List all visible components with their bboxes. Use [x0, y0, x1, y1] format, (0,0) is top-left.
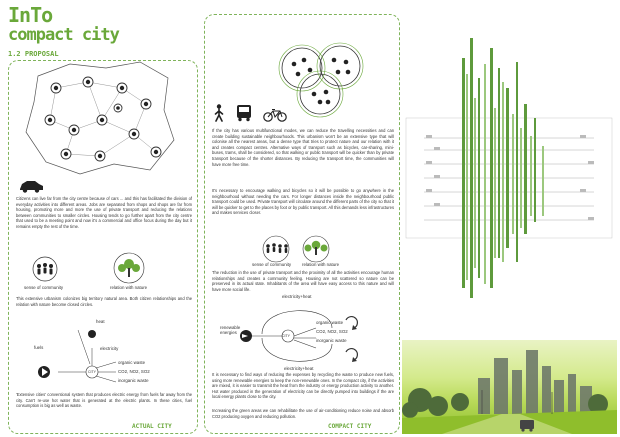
bicycle-icon	[262, 108, 288, 122]
actual-city-intro-text: Citizens can live far from the city centre because of cars ... and this has facilitated the division of everyday activities into different areas. Jobs are separated from shops and shops are far from housing, promoting more and more the use of private transport and reducing the relations between communities to smaller circles. Housing tends to go further apart from the city centre that used to be a meeting point and now it's a commercial and office focus during the day but it remains empty the rest of the time.	[16, 196, 192, 229]
label-fuels: fuels	[34, 345, 44, 350]
car-icon	[18, 180, 44, 193]
actual-city-bottom-text: 'Extensive cities' conventional system that produces electric energy from fuels far away from the city. Can't re-use hot water that is generated at the electric plants. In these cities, fuel consumption is big as well as waste.	[16, 392, 192, 408]
nature-tree-icon	[112, 252, 146, 284]
label-city-2: CITY	[282, 334, 290, 338]
label-gases: CO2, NO2, SO2	[118, 369, 150, 374]
label-organic-waste: organic waste	[118, 360, 146, 365]
compact-city-diagram	[268, 38, 378, 118]
label-sense-of-community: sense of community	[24, 285, 64, 290]
compact-city-energy-diagram	[222, 298, 382, 374]
activity-bar-diagram	[404, 18, 616, 318]
compact-city-community-text: The reduction in the use of private transport and the proximity of all the activities encourage human relationships and creates a community feeling. Housing are not scattered so nature can be preserved in its actual state. Inhabitants of the area will have easy access to this nature and will have more social life.	[212, 270, 394, 292]
label-electricity-heat: electricity+heat	[282, 294, 312, 299]
label-relation-with-nature-2: relation with nature	[302, 262, 340, 267]
label-inorganic-waste: inorganic waste	[118, 378, 149, 383]
label-gases-2: CO2, NO2, SO2	[316, 329, 348, 334]
walking-person-icon	[214, 104, 224, 122]
label-city: CITY	[88, 370, 96, 374]
label-inorganic-waste-2: inorganic waste	[316, 338, 347, 343]
compact-city-top-text: If the city has various multifunctional modes, we can reduce the travelling necessities and can create building sustainable neighbourhoods. This urbanism won't be an extensive type that will colonise all the nearest areas, but a dense type that tries to protect nature and our relation with it and creates compact centres. Alternative ways of transport such as bicycles, car-sharing, mini-buses, trams, shall be considered, so that walking or public transport will be quicker than by private transport because of the shorter distances. By reducing the transport time, the communities will have more free time.	[212, 128, 394, 167]
bus-icon	[236, 104, 252, 122]
section-label: 1.2 PROPOSAL	[8, 50, 59, 58]
title-sub: compact city	[8, 25, 119, 45]
label-renewable-energies: renewable energies	[220, 325, 241, 335]
compact-city-rendering	[402, 340, 617, 434]
actual-city-mid-text: This extensive urbanism colonizes big territory natural area. Both citizen relationships and the relation with nature become closed circles.	[16, 296, 192, 307]
label-relation-with-nature: relation with nature	[110, 285, 148, 290]
compact-city-footer: COMPACT CITY	[328, 423, 372, 430]
label-heat: heat	[96, 319, 105, 324]
extensive-city-diagram	[18, 58, 178, 178]
label-sense-of-community-2: sense of community	[252, 262, 292, 267]
compact-city-mid-text: It's necessary to encourage walking and bicycles so it will be possible to go anywhere in the neighbourhood without needing the cars. For longer distances inside the neighbourhood public transport could be used. Private transport will circulate around the different parts of the city so that it will be quicker to get to the places by foot or by public transport. All this demands less infrastructures and makes services closer.	[212, 188, 394, 216]
label-electricity: electricity	[100, 346, 119, 351]
community-people-icon	[30, 256, 60, 282]
label-organic-waste-2: organic waste	[316, 320, 344, 325]
label-electricity-heat-2: electricity+heat	[284, 366, 314, 371]
compact-city-bottom-text: It is necessary to find ways of reducing the expenses by recycling the waste to produce new fuels, using more renewable energies to keep the non-renewable ones. In the compact city, if the activities are mixed, it is easier to transmit the heat from the industry or energy production activity to another. Hot water produced in the generation of electricity can be directly pumped into buildings if the are local energy plants close to the city.	[212, 372, 394, 400]
compact-city-bottom-text-2: Increasing the green areas we can rehabilitate the use of air-conditioning reduce noise and absorb CO2 producing oxygen and reducing pollution.	[212, 408, 394, 419]
actual-city-footer: ACTUAL CITY	[132, 423, 172, 430]
rendering-scene	[402, 340, 617, 434]
title-main: InTo	[8, 3, 53, 27]
community-nature-icon	[236, 234, 356, 264]
